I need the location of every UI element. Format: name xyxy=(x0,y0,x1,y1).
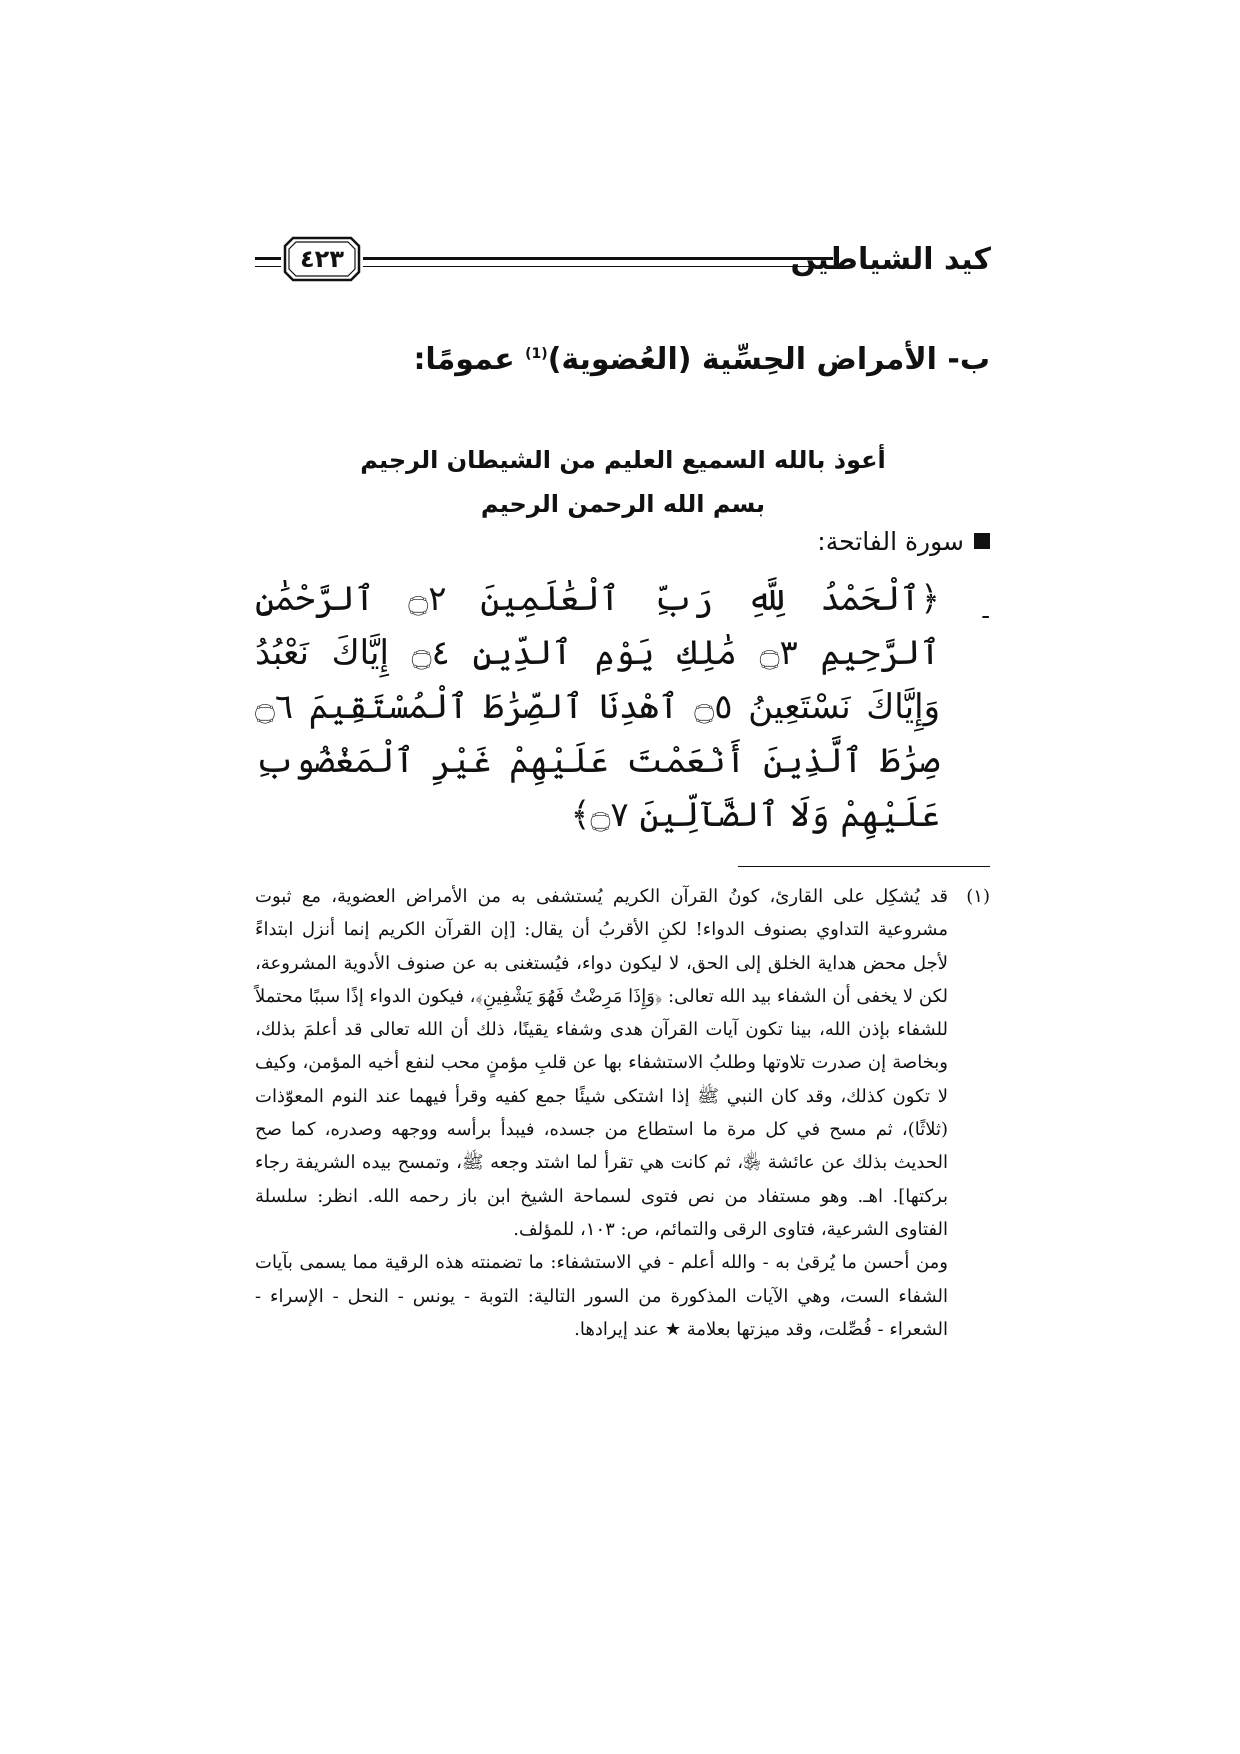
running-header xyxy=(255,228,991,298)
istiadha: أعوذ بالله السميع العليم من الشيطان الرجيم xyxy=(360,446,886,474)
header-rule-end xyxy=(255,257,281,267)
basmala: بسم الله الرحمن الرحيم xyxy=(480,490,766,518)
footnote-text: قد يُشكِل على القارئ، كونُ القرآن الكريم يُستشفى به من الأمراض العضوية، مع ثبوت مشروعية التداوي بصنوف الدواء! لكنِ الأقربُ أن يقال: [إن القرآن الكريم إنما أنزل ابتداءً لأجل محض هداية الخلق إلى الحق، لا ليكون دواء، فيُستغنى به عن صنوف الأدوية المشروعة، لكن لا يخفى أن الشفاء بيد الله تعالى: ﴿وَإِذَا مَرِضْتُ فَهُوَ يَشْفِينِ﴾، فيكون الدواء إذًا سببًا محتملاً للشفاء بإذن الله، بينا تكون آيات القرآن هدى وشفاء يقينًا، ذلك أن الله تعالى قد أعلمَ بذلك، وبخاصة إن صدرت تلاوتها وطلبُ الاستشفاء بها عن قلبِ مؤمنٍ محب لنفع أخيه المؤمن، وكيف لا تكون كذلك، وقد كان النبي ﷺ إذا اشتكى شيئًا جمع كفيه وقرأ فيهما عند النوم المعوّذات (ثلاثًا)، ثم مسح في كل مرة ما استطاع من جسده، فيبدأ برأسه ووجهه وصدره، كما صح الحديث بذلك عن عائشة ﵂، ثم كانت هي تقرأ لما اشتد وجعه ﷺ، وتمسح بيده الشريفة رجاء بركتها]. اهـ. وهو مستفاد من نص فتوى لسماحة الشيخ ابن باز رحمه الله. انظر: سلسلة الفتاوى الشرعية، فتاوى الرقى والتمائم، ص: ١٠٣، للمؤلف. xyxy=(255,886,948,1240)
footnote-item xyxy=(255,880,990,1246)
footnote-reference[interactable]: (1) xyxy=(525,346,548,362)
footnotes xyxy=(255,880,990,1346)
footnote-marker: (١) xyxy=(966,886,990,907)
section-heading-suffix: عمومًا: xyxy=(413,342,526,377)
surah-label-text: سورة الفاتحة: xyxy=(817,527,964,556)
page-number: ٤٢٣ xyxy=(300,245,344,273)
footnote-separator xyxy=(738,866,990,867)
square-bullet-icon xyxy=(974,533,990,549)
quran-verses: ﴿ٱلْحَمْدُ لِلَّهِ رَبِّ ٱلْعَٰلَمِينَ ۝٢ ٱلرَّحْمَٰنِ ٱلرَّحِيمِ ۝٣ مَٰلِكِ يَوْمِ ٱلدِّينِ ۝٤ إِيَّاكَ نَعْبُدُ وَإِيَّاكَ نَسْتَعِينُ ۝٥ ٱهْدِنَا ٱلصِّرَٰطَ ٱلْمُسْتَقِيمَ ۝٦ صِرَٰطَ ٱلَّذِينَ أَنْعَمْتَ عَلَيْهِمْ غَيْرِ ٱلْمَغْضُوبِ عَلَيْهِمْ وَلَا ٱلضَّآلِّينَ ۝٧﴾ xyxy=(255,579,941,835)
section-heading xyxy=(413,330,990,384)
page-number-badge xyxy=(283,236,361,282)
surah-label xyxy=(817,522,990,562)
footnote-continuation: ومن أحسن ما يُرقىٰ به - والله أعلم - في الاستشفاء: ما تضمنته هذه الرقية مما يسمى بآيات الشفاء الست، وهي الآيات المذكورة من السور التالية: التوبة - يونس - النحل - الإسراء - الشعراء - فُصِّلت، وقد ميزتها بعلامة ★ عند إيرادها. xyxy=(255,1252,948,1340)
section-heading-text: ب- الأمراض الحِسِّية (العُضوية) xyxy=(547,342,990,377)
header-rule xyxy=(363,257,833,267)
book-title: كيد الشياطين xyxy=(790,242,991,277)
list-dash: - xyxy=(981,601,990,631)
